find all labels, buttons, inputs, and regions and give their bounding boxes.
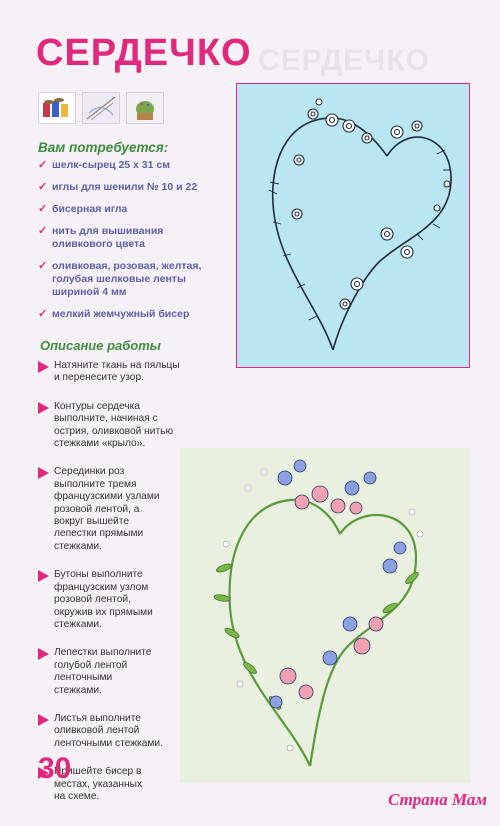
page-number: 30	[38, 752, 72, 785]
materials-item: ✓ бисерная игла	[38, 203, 128, 215]
materials-heading: Вам потребуется:	[38, 140, 169, 155]
checkmark-icon: ✓	[38, 203, 48, 215]
work-step: Контуры сердечка выполните, начиная с острия, оливковой нитью стежками «крыло».	[38, 401, 188, 451]
spools-thumbnail	[38, 92, 76, 124]
materials-item: ✓ нить для вышивания оливкового цвета	[38, 225, 164, 250]
work-heading: Описание работы	[40, 338, 161, 353]
work-step: Бутоны выполните французским узлом розовой лентой, окружив их прямыми стежками.	[38, 569, 164, 631]
checkmark-icon: ✓	[38, 260, 48, 272]
bullet-triangle-icon	[38, 714, 49, 726]
materials-item: ✓ иглы для шенили № 10 и 22	[38, 181, 198, 193]
pincushion-thumbnail	[126, 92, 164, 124]
work-steps	[38, 360, 188, 803]
embroidery-color-illustration	[180, 448, 470, 783]
bullet-triangle-icon	[38, 648, 49, 660]
page-title: СЕРДЕЧКО	[36, 32, 252, 74]
materials-thumbnails	[38, 92, 164, 124]
site-watermark: Страна Мам	[388, 790, 488, 809]
materials-item: ✓ шелк-сырец 25 х 31 см	[38, 159, 171, 171]
needles-thumbnail	[82, 92, 120, 124]
bullet-triangle-icon	[38, 570, 49, 582]
materials-item: ✓ оливковая, розовая, желтая, голубая шелковые ленты шириной 4 мм	[38, 260, 202, 298]
bullet-triangle-icon	[38, 467, 49, 479]
faded-title-echo: СЕРДЕЧКО	[258, 44, 430, 77]
checkmark-icon: ✓	[38, 181, 48, 193]
work-step: Лепестки выполните голубой лентой ленточными стежками.	[38, 647, 158, 697]
work-step: Пришейте бисер в местах, указанных на схеме.	[38, 766, 150, 803]
checkmark-icon: ✓	[38, 225, 48, 237]
embroidery-scheme	[236, 83, 470, 368]
checkmark-icon: ✓	[38, 159, 48, 171]
bullet-triangle-icon	[38, 402, 49, 414]
work-step: Серединки роз выполните тремя французскими узлами розовой лентой, а вокруг вышейте лепестки прямыми стежками.	[38, 466, 164, 553]
checkmark-icon: ✓	[38, 308, 48, 320]
work-step: Натяните ткань на пяльцы и перенесите узор.	[38, 360, 188, 385]
materials-item: ✓ мелкий жемчужный бисер	[38, 308, 190, 320]
bullet-triangle-icon	[38, 361, 49, 373]
materials-list	[38, 159, 213, 330]
work-step: Листья выполните оливковой лентой ленточными стежками.	[38, 713, 164, 750]
